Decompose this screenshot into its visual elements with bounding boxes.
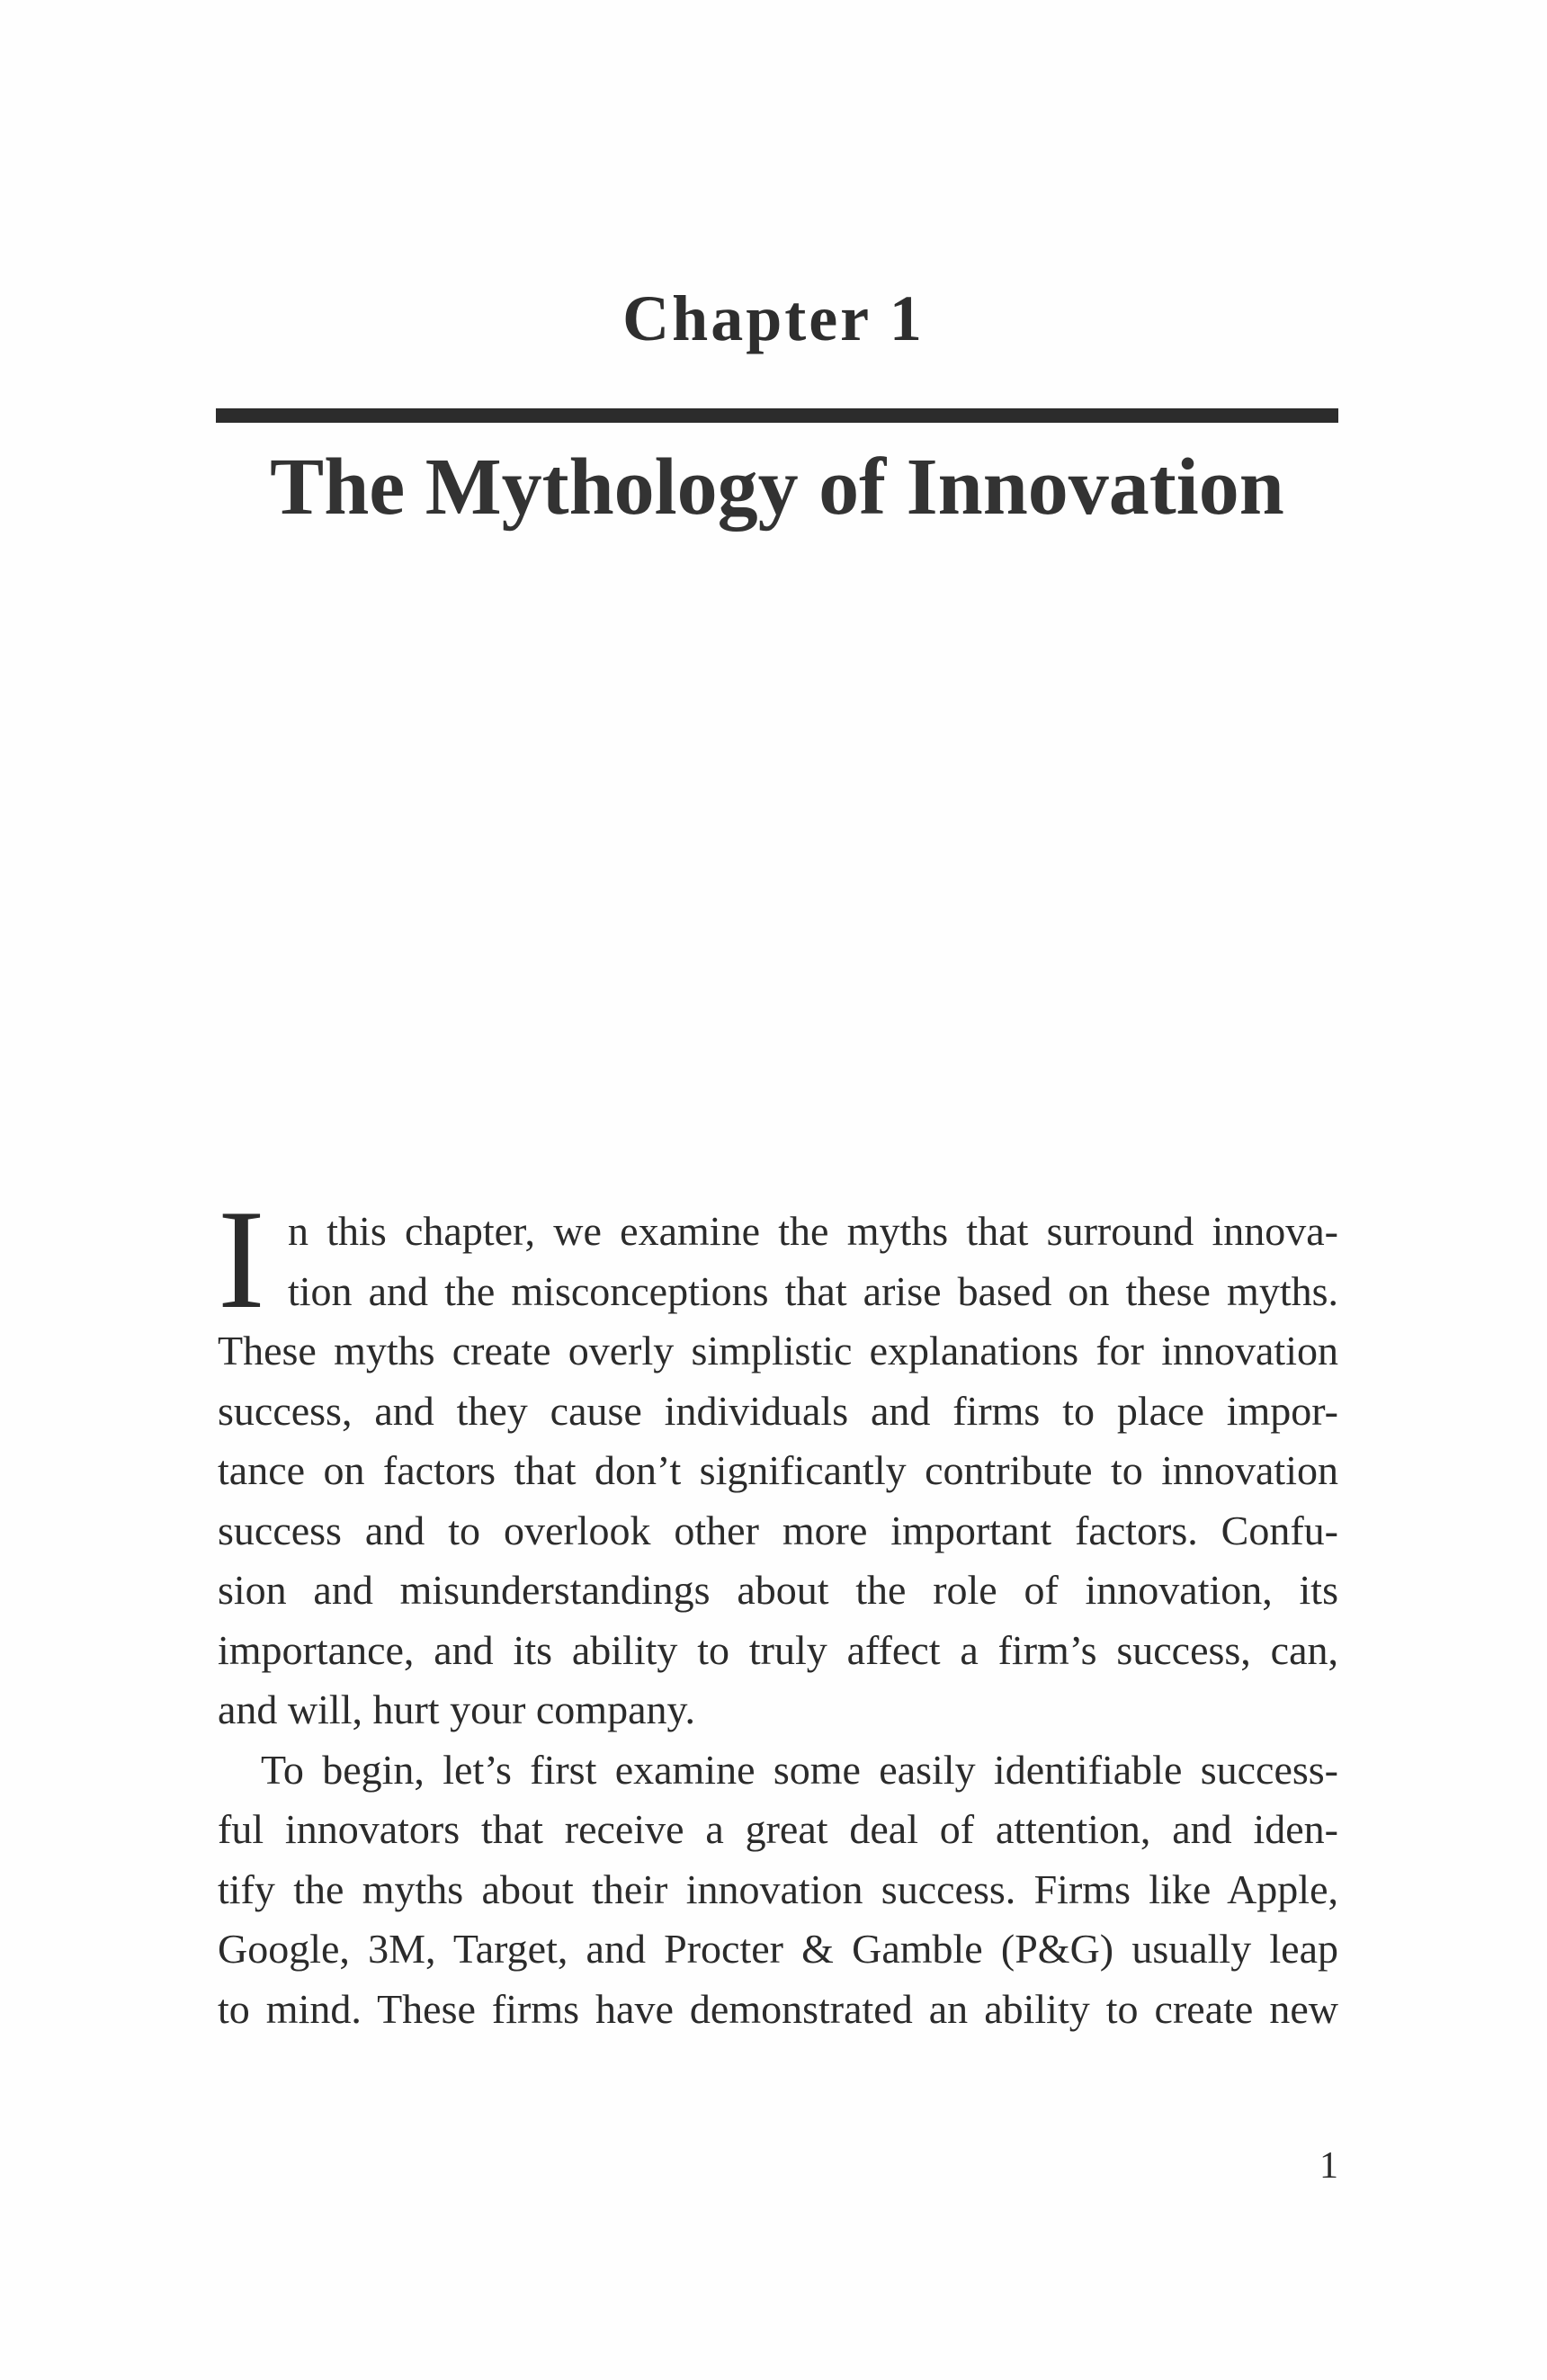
drop-cap: I xyxy=(218,1181,265,1338)
page-number: 1 xyxy=(1319,2145,1338,2187)
paragraph-2-line-5: to mind. These firms have demonstrated an ability to create new xyxy=(218,1985,1338,2032)
paragraph-2-line-3: tify the myths about their innovation success. Firms like Apple, xyxy=(218,1866,1338,1912)
paragraph-1-line-1-text: n this chapter, we examine the myths that surround innova- xyxy=(288,1208,1338,1254)
paragraph-1-line-3: These myths create overly simplistic explanations for innovation xyxy=(218,1328,1338,1373)
paragraph-1-line-2: tion and the misconceptions that arise based on these myths. xyxy=(288,1267,1338,1314)
chapter-title: The Mythology of Innovation xyxy=(270,443,1284,532)
paragraph-1-line-6: success and to overlook other more important factors. Confu- xyxy=(218,1507,1338,1553)
paragraph-1-line-5: tance on factors that don’t significantly contribute to innovation xyxy=(218,1447,1338,1493)
paragraph-1-line-8: importance, and its ability to truly affect a firm’s success, can, xyxy=(218,1626,1338,1673)
paragraph-1-line-4: success, and they cause individuals and firms to place impor- xyxy=(218,1387,1338,1434)
paragraph-1-line-7: sion and misunderstandings about the role of innovation, its xyxy=(218,1567,1338,1613)
paragraph-1-line-9: and will, hurt your company. xyxy=(218,1687,696,1732)
title-rule xyxy=(216,408,1338,423)
chapter-number: Chapter 1 xyxy=(622,282,925,354)
paragraph-2-line-2: ful innovators that receive a great deal of attention, and iden- xyxy=(218,1806,1338,1852)
paragraph-2-line-1: To begin, let’s first examine some easily identifiable success- xyxy=(261,1746,1338,1793)
body-text xyxy=(218,1181,1338,2039)
paragraph-2-line-4: Google, 3M, Target, and Procter & Gamble (P&G) usually leap xyxy=(218,1926,1338,1972)
